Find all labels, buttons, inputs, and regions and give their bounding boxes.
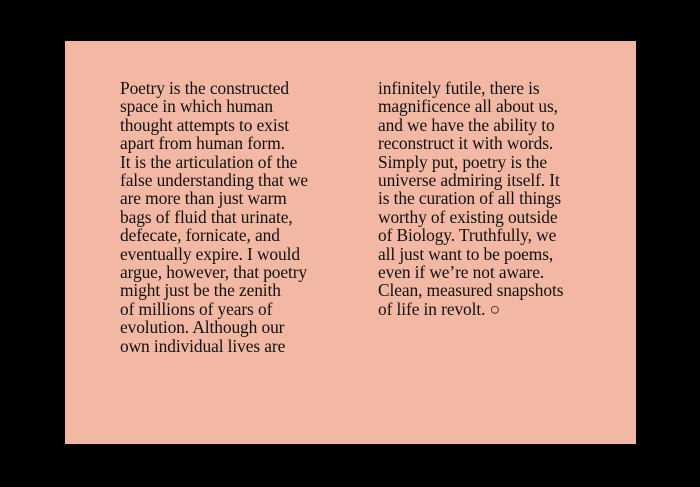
text-line: space in which human <box>120 96 274 117</box>
text-line: false understanding that we <box>120 170 309 191</box>
text-line: all just want to be poems, <box>378 243 554 264</box>
text-line: of millions of years of <box>120 298 273 319</box>
text-line: infinitely futile, there is <box>378 78 540 98</box>
text-line: own individual lives are <box>120 335 286 356</box>
text-line: even if we’re not aware. <box>378 262 545 283</box>
text-line: eventually expire. I would <box>120 243 300 264</box>
text-line: of Biology. Truthfully, we <box>378 225 557 246</box>
text-line: worthy of existing outside <box>378 206 558 227</box>
text-line: reconstruct it with words. <box>378 133 554 154</box>
text-line: universe admiring itself. It <box>378 170 560 191</box>
text-line: apart from human form. <box>120 133 285 154</box>
text-line: magnificence all about us, <box>378 96 558 117</box>
text-line: Poetry is the constructed <box>120 78 289 98</box>
text-line: bags of fluid that urinate, <box>120 206 293 227</box>
text-line: Simply put, poetry is the <box>378 151 547 172</box>
text-line: Clean, measured snapshots <box>378 280 564 301</box>
text-line: is the curation of all things <box>378 188 562 209</box>
text-line: of life in revolt. ○ <box>378 298 500 319</box>
text-line: argue, however, that poetry <box>120 262 308 283</box>
text-column-left <box>120 79 350 355</box>
text-line: thought attempts to exist <box>120 114 289 135</box>
text-line: evolution. Although our <box>120 317 285 338</box>
text-line: might just be the zenith <box>120 280 281 301</box>
text-column-right <box>378 79 618 318</box>
text-line: defecate, fornicate, and <box>120 225 280 246</box>
printed-page <box>65 41 636 444</box>
text-line: It is the articulation of the <box>120 151 298 172</box>
text-line: and we have the ability to <box>378 114 555 135</box>
text-line: are more than just warm <box>120 188 287 209</box>
